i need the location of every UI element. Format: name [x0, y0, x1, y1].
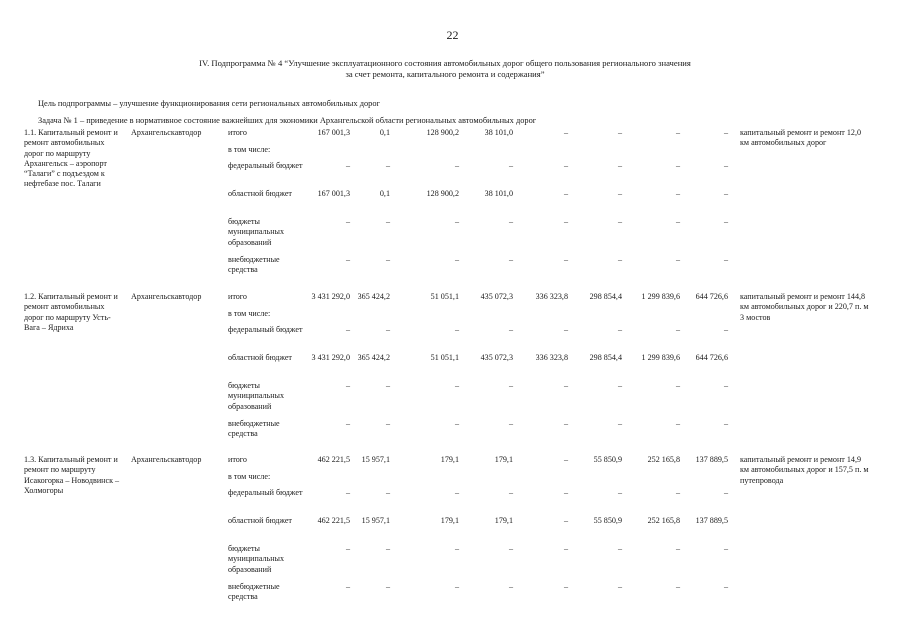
amount-cell: 336 323,8 [535, 292, 568, 301]
amount-cell: – [508, 582, 513, 591]
amount-cell: – [563, 488, 568, 497]
funding-source: в том числе: [228, 145, 271, 154]
amount-cell: – [675, 582, 680, 591]
funding-source: в том числе: [228, 472, 271, 481]
amount-cell: – [675, 325, 680, 334]
amount-cell: – [617, 325, 622, 334]
amount-cell: – [723, 255, 728, 264]
amount-cell: – [617, 161, 622, 170]
activity-result: капитальный ремонт и ремонт 14,9 км автомобильных дорог и 157,5 п. м путепровода [740, 455, 869, 485]
amount-cell: 167 001,3 [317, 189, 350, 198]
amount-cell: – [563, 419, 568, 428]
amount-cell: 365 424,2 [357, 292, 390, 301]
amount-cell: – [345, 325, 350, 334]
amount-cell: – [508, 381, 513, 390]
funding-source: федеральный бюджет [228, 161, 303, 170]
amount-cell: – [723, 381, 728, 390]
amount-cell: – [454, 217, 459, 226]
amount-cell: – [385, 544, 390, 553]
amount-cell: 644 726,6 [695, 292, 728, 301]
funding-source: федеральный бюджет [228, 488, 303, 497]
amount-cell: – [385, 488, 390, 497]
amount-cell: – [675, 488, 680, 497]
page-number: 22 [446, 28, 459, 42]
amount-cell: 179,1 [494, 455, 513, 464]
heading-line-2: за счет ремонта, капитального ремонта и содержания” [345, 69, 545, 79]
amount-cell: 3 431 292,0 [311, 353, 350, 362]
amount-cell: 15 957,1 [361, 455, 390, 464]
amount-cell: – [617, 128, 622, 137]
amount-cell: 252 165,8 [647, 455, 680, 464]
task-1: Задача № 1 – приведение в нормативное состояние важнейших для экономики Архангельской области региональных автомобильных дорог [38, 116, 537, 125]
amount-cell: 1 299 839,6 [641, 353, 680, 362]
amount-cell: 365 424,2 [357, 353, 390, 362]
activity-executor: Архангельскавтодор [131, 292, 202, 301]
amount-cell: – [617, 419, 622, 428]
amount-cell: – [617, 488, 622, 497]
amount-cell: – [563, 582, 568, 591]
amount-cell: 55 850,9 [593, 455, 622, 464]
amount-cell: 462 221,5 [317, 455, 350, 464]
amount-cell: – [345, 419, 350, 428]
amount-cell: 137 889,5 [695, 516, 728, 525]
amount-cell: – [617, 189, 622, 198]
amount-cell: 435 072,3 [480, 353, 513, 362]
amount-cell: – [675, 419, 680, 428]
amount-cell: – [454, 582, 459, 591]
amount-cell: 51 051,1 [430, 292, 459, 301]
amount-cell: 435 072,3 [480, 292, 513, 301]
amount-cell: – [563, 325, 568, 334]
funding-source: областной бюджет [228, 353, 292, 362]
amount-cell: 462 221,5 [317, 516, 350, 525]
funding-source: внебюджетные средства [228, 255, 280, 275]
amount-cell: – [508, 255, 513, 264]
amount-cell: 55 850,9 [593, 516, 622, 525]
amount-cell: – [675, 255, 680, 264]
funding-source: итого [228, 128, 247, 137]
amount-cell: – [454, 161, 459, 170]
amount-cell: – [723, 582, 728, 591]
amount-cell: – [385, 582, 390, 591]
amount-cell: 336 323,8 [535, 353, 568, 362]
funding-source: областной бюджет [228, 516, 292, 525]
funding-source: в том числе: [228, 309, 271, 318]
amount-cell: – [563, 544, 568, 553]
amount-cell: 298 854,4 [589, 353, 622, 362]
amount-cell: – [563, 255, 568, 264]
amount-cell: – [723, 419, 728, 428]
amount-cell: – [563, 189, 568, 198]
amount-cell: 137 889,5 [695, 455, 728, 464]
amount-cell: – [723, 189, 728, 198]
funding-source: итого [228, 455, 247, 464]
amount-cell: – [345, 255, 350, 264]
amount-cell: – [508, 217, 513, 226]
amount-cell: 38 101,0 [484, 189, 513, 198]
amount-cell: – [563, 161, 568, 170]
amount-cell: – [723, 544, 728, 553]
amount-cell: – [345, 381, 350, 390]
amount-cell: – [617, 255, 622, 264]
amount-cell: – [563, 217, 568, 226]
subprogram-heading [150, 58, 740, 80]
amount-cell: – [385, 255, 390, 264]
activity-executor: Архангельскавтодор [131, 128, 202, 137]
amount-cell: – [508, 325, 513, 334]
amount-cell: – [723, 217, 728, 226]
activity-result: капитальный ремонт и ремонт 144,8 км автомобильных дорог и 220,7 п. м 3 мостов [740, 292, 869, 322]
amount-cell: 644 726,6 [695, 353, 728, 362]
amount-cell: – [563, 455, 568, 464]
amount-cell: – [617, 217, 622, 226]
funding-source: бюджеты муниципальных образований [228, 544, 285, 574]
amount-cell: – [723, 325, 728, 334]
amount-cell: – [345, 582, 350, 591]
amount-cell: – [675, 381, 680, 390]
amount-cell: – [675, 128, 680, 137]
funding-source: бюджеты муниципальных образований [228, 217, 285, 247]
amount-cell: – [508, 419, 513, 428]
amount-cell: 15 957,1 [361, 516, 390, 525]
funding-source: областной бюджет [228, 189, 292, 198]
amount-cell: – [723, 161, 728, 170]
amount-cell: – [675, 544, 680, 553]
funding-source: внебюджетные средства [228, 419, 280, 439]
amount-cell: – [385, 419, 390, 428]
amount-cell: – [617, 544, 622, 553]
amount-cell: – [454, 325, 459, 334]
amount-cell: – [723, 488, 728, 497]
amount-cell: – [454, 419, 459, 428]
amount-cell: 167 001,3 [317, 128, 350, 137]
subprogram-goal: Цель подпрограммы – улучшение функционирования сети региональных автомобильных дорог [38, 99, 380, 108]
amount-cell: – [454, 381, 459, 390]
activity-name: 1.2. Капитальный ремонт и ремонт автомобильных дорог по маршруту Усть-Вага – Ядриха [24, 292, 118, 332]
amount-cell: 0,1 [379, 128, 390, 137]
amount-cell: – [385, 161, 390, 170]
amount-cell: 0,1 [379, 189, 390, 198]
amount-cell: 179,1 [494, 516, 513, 525]
amount-cell: 252 165,8 [647, 516, 680, 525]
amount-cell: – [675, 161, 680, 170]
amount-cell: – [508, 488, 513, 497]
amount-cell: – [385, 217, 390, 226]
amount-cell: – [723, 128, 728, 137]
amount-cell: – [508, 161, 513, 170]
amount-cell: – [675, 217, 680, 226]
amount-cell: 51 051,1 [430, 353, 459, 362]
amount-cell: – [563, 516, 568, 525]
amount-cell: – [617, 582, 622, 591]
amount-cell: – [385, 325, 390, 334]
amount-cell: – [675, 189, 680, 198]
funding-source: итого [228, 292, 247, 301]
amount-cell: – [345, 217, 350, 226]
amount-cell: – [345, 544, 350, 553]
activity-name: 1.1. Капитальный ремонт и ремонт автомобильных дорог по маршруту Архангельск – аэропорт “Талаги” с подъездом к нефтебазе пос. Талаги [24, 128, 118, 189]
heading-line-1: IV. Подпрограмма № 4 “Улучшение эксплуатационного состояния автомобильных дорог общего пользования регионального значения [199, 58, 691, 68]
amount-cell: – [454, 544, 459, 553]
amount-cell: 38 101,0 [484, 128, 513, 137]
amount-cell: – [454, 488, 459, 497]
amount-cell: 128 900,2 [426, 128, 459, 137]
funding-source: внебюджетные средства [228, 582, 280, 602]
amount-cell: – [454, 255, 459, 264]
activity-result: капитальный ремонт и ремонт 12,0 км автомобильных дорог [740, 128, 862, 148]
amount-cell: 179,1 [440, 516, 459, 525]
amount-cell: 179,1 [440, 455, 459, 464]
amount-cell: – [617, 381, 622, 390]
activity-executor: Архангельскавтодор [131, 455, 202, 464]
amount-cell: – [508, 544, 513, 553]
amount-cell: 1 299 839,6 [641, 292, 680, 301]
funding-source: бюджеты муниципальных образований [228, 381, 285, 411]
amount-cell: – [385, 381, 390, 390]
funding-source: федеральный бюджет [228, 325, 303, 334]
amount-cell: – [563, 128, 568, 137]
amount-cell: 298 854,4 [589, 292, 622, 301]
amount-cell: – [345, 161, 350, 170]
amount-cell: 3 431 292,0 [311, 292, 350, 301]
amount-cell: – [563, 381, 568, 390]
amount-cell: 128 900,2 [426, 189, 459, 198]
activity-name: 1.3. Капитальный ремонт и ремонт по маршруту Исакогорка – Новодвинск – Холмогоры [24, 455, 120, 495]
amount-cell: – [345, 488, 350, 497]
